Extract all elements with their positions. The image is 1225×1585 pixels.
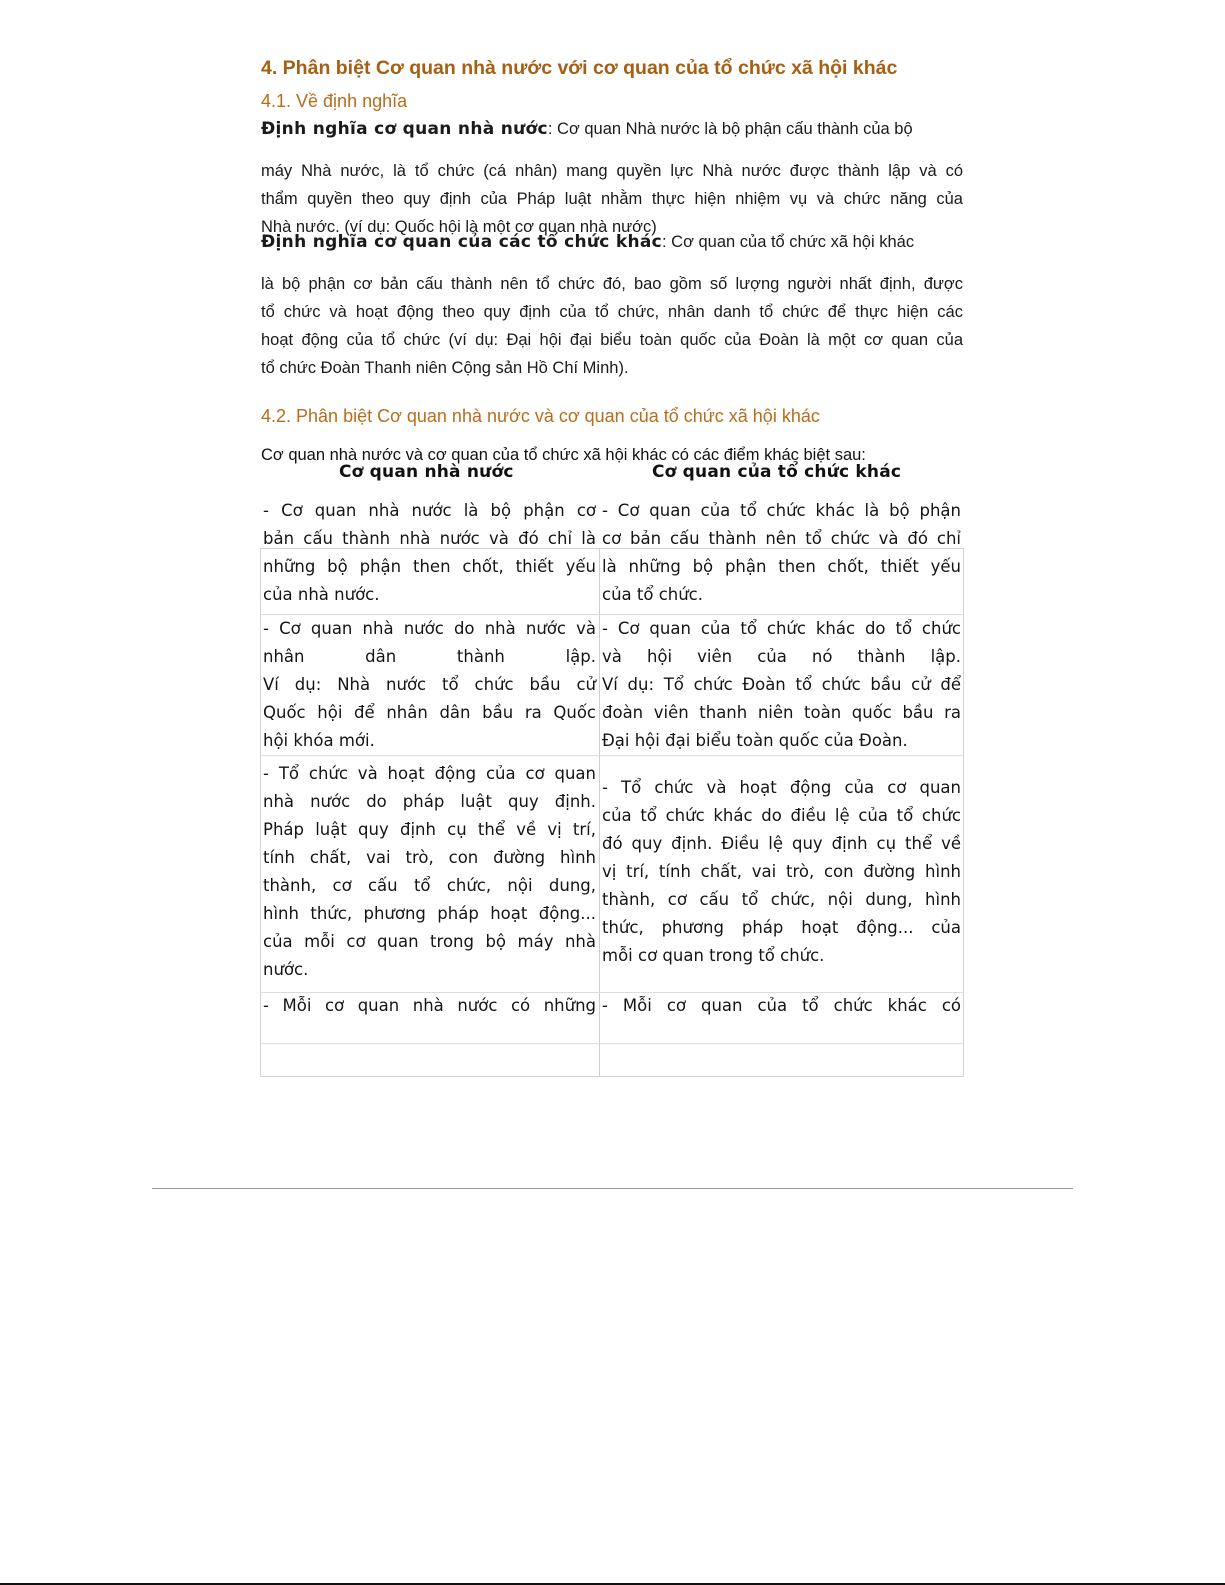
definition-first-line: Định nghĩa cơ quan nhà nước: Cơ quan Nhà nước là bộ phận cấu thành của bộ <box>261 119 913 139</box>
definition-line: tổ chức và hoạt động theo quy định của tổ chức, nhân danh tổ chức để thực hiện các <box>261 303 963 321</box>
column-header-state-agency: Cơ quan nhà nước <box>339 462 514 482</box>
comparison-intro: Cơ quan nhà nước và cơ quan của tổ chức xã hội khác có các điểm khác biệt sau: <box>261 446 866 464</box>
table-cell: - Mỗi cơ quan nhà nước có những <box>263 996 596 1015</box>
definition-line: thẩm quyền theo quy định của Pháp luật nhằm thực hiện nhiệm vụ và chức năng của <box>261 190 963 208</box>
definition-other-organization <box>261 228 963 382</box>
definition-term: Định nghĩa cơ quan nhà nước <box>261 119 548 139</box>
definition-term: Định nghĩa cơ quan của các tổ chức khác <box>261 232 662 252</box>
table-cell: - Cơ quan của tổ chức khác là bộ phận cơ bản cấu thành nên tổ chức và đó chỉ là những bộ phận then chốt, thiết yếu của tổ chức. <box>602 501 961 604</box>
page-footer-rule <box>152 1188 1073 1189</box>
table-row-divider <box>260 755 964 756</box>
table-cell: - Tổ chức và hoạt động của cơ quan của tổ chức khác do điều lệ của tổ chức đó quy định. Điều lệ quy định cụ thể về vị trí, tính chất, vai trò, con đường hình thành, cơ cấu tổ chức, nội dung, hình thức, phương pháp hoạt động... của mỗi cơ quan trong tổ chức. <box>602 778 961 965</box>
section-title: 4. Phân biệt Cơ quan nhà nước với cơ quan của tổ chức xã hội khác <box>261 57 898 79</box>
definition-line: Nhà nước. (ví dụ: Quốc hội là một cơ quan nhà nước) <box>261 218 657 236</box>
table-cell: - Tổ chức và hoạt động của cơ quan nhà nước do pháp luật quy định. Pháp luật quy định cụ thể về vị trí, tính chất, vai trò, con đường hình thành, cơ cấu tổ chức, nội dung, hình thức, phương pháp hoạt động... của mỗi cơ quan trong bộ máy nhà nước. <box>263 764 596 979</box>
definition-line: tổ chức Đoàn Thanh niên Cộng sản Hồ Chí Minh). <box>261 359 629 377</box>
column-header-other-organization: Cơ quan của tổ chức khác <box>652 462 902 482</box>
definition-line: hoạt động của tổ chức (ví dụ: Đại hội đại biểu toàn quốc của Đoàn là một cơ quan của <box>261 331 963 349</box>
definition-line: là bộ phận cơ bản cấu thành nên tổ chức đó, bao gồm số lượng người nhất định, được <box>261 275 963 293</box>
definition-first-line: Định nghĩa cơ quan của các tổ chức khác: Cơ quan của tổ chức xã hội khác <box>261 232 915 252</box>
table-cell: - Cơ quan nhà nước do nhà nước và nhân dân thành lập. Ví dụ: Nhà nước tổ chức bầu cử Quốc hội để nhân dân bầu ra Quốc hội khóa mới. <box>263 619 596 750</box>
subsection-title-comparison: 4.2. Phân biệt Cơ quan nhà nước và cơ quan của tổ chức xã hội khác <box>261 406 820 426</box>
table-cell: - Cơ quan của tổ chức khác do tổ chức và hội viên của nó thành lập. Ví dụ: Tổ chức Đoàn tổ chức bầu cử để đoàn viên thanh niên toàn quốc bầu ra Đại hội đại biểu toàn quốc của Đoàn. <box>602 619 961 750</box>
subsection-title-definitions: 4.1. Về định nghĩa <box>261 91 408 111</box>
definition-state-agency <box>261 115 963 241</box>
table-cell: - Mỗi cơ quan của tổ chức khác có <box>602 996 961 1015</box>
definition-line: máy Nhà nước, là tổ chức (cá nhân) mang quyền lực Nhà nước được thành lập và có <box>261 162 963 180</box>
table-cell: - Cơ quan nhà nước là bộ phận cơ bản cấu thành nhà nước và đó chỉ là những bộ phận then chốt, thiết yếu của nhà nước. <box>263 501 596 604</box>
table-row-divider <box>260 1043 964 1044</box>
table-column-divider <box>599 548 600 1077</box>
